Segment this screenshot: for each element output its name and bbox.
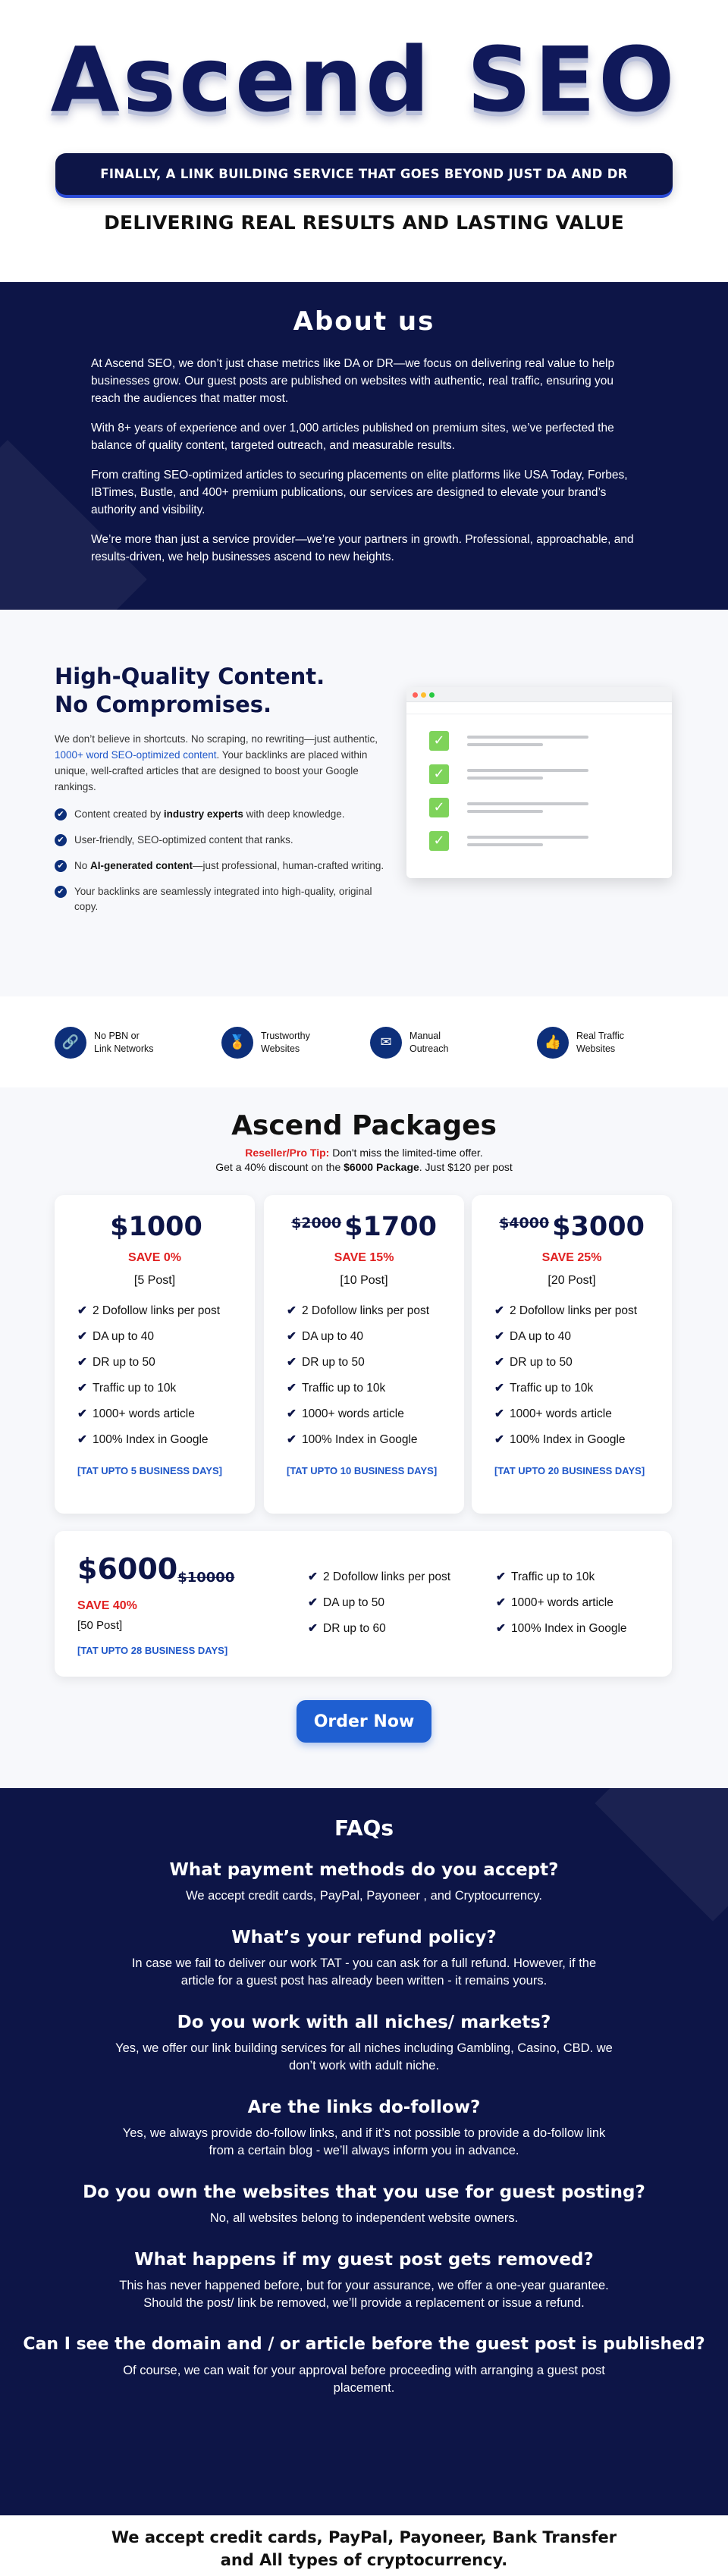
package-feature: ✔ DA up to 40	[77, 1324, 255, 1350]
reseller-tip: Reseller/Pro Tip: Don't miss the limited-time offer. Get a 40% discount on the $6000 Package. Just $120 per post	[215, 1147, 513, 1173]
package-feature: ✔ Traffic up to 10k	[494, 1376, 672, 1401]
check-icon: ✔	[287, 1382, 297, 1395]
quality-section	[0, 610, 728, 996]
packages-section	[0, 1087, 728, 1788]
tip-label: Reseller/Pro Tip:	[245, 1147, 330, 1159]
check-icon: ✔	[77, 1356, 87, 1369]
quality-item: ✔ Content created by industry experts with deep knowledge.	[55, 807, 388, 822]
turnaround-time: [TAT UPTO 10 BUSINESS DAYS]	[287, 1465, 438, 1476]
quality-item: ✔ No AI-generated content—just professional, human-crafted writing.	[55, 858, 388, 874]
feature-manual-outreach: ✉ Manual Outreach	[370, 1027, 522, 1060]
package-feature: ✔ DA up to 50	[308, 1590, 450, 1616]
turnaround-time: [TAT UPTO 5 BUSINESS DAYS]	[77, 1465, 222, 1476]
about-paragraph: With 8+ years of experience and over 1,000 articles published on premium sites, we’ve perfected the balance of quality content, targeted outreach, and measurable results.	[91, 422, 614, 452]
package-feature: ✔ 2 Dofollow links per post	[77, 1298, 255, 1324]
minimize-dot-icon	[421, 692, 426, 698]
about-paragraph: From crafting SEO-optimized articles to securing placements on elite platforms like USA Today, Forbes, IBTimes, Bustle, and 400+ premium publications, our services are designed to elevate your brand’s authority and visibility.	[91, 469, 628, 516]
about-section	[0, 282, 728, 610]
package-feature: ✔ Traffic up to 10k	[496, 1564, 627, 1590]
packages-title: Ascend Packages	[231, 1110, 497, 1141]
faq-section	[0, 1788, 728, 2515]
faq-item	[0, 1926, 728, 1990]
about-body	[91, 355, 637, 566]
package-feature: ✔ 100% Index in Google	[494, 1427, 672, 1453]
post-count: [5 Post]	[133, 1274, 176, 1287]
check-icon: ✔	[287, 1407, 297, 1420]
check-icon: ✔	[494, 1382, 504, 1395]
faq-item	[0, 2011, 728, 2075]
package-feature: ✔ 2 Dofollow links per post	[494, 1298, 672, 1324]
package-card-3000[interactable]	[472, 1195, 672, 1514]
checkbox-checked-icon: ✓	[429, 731, 449, 751]
package-feature: ✔ DR up to 50	[77, 1350, 255, 1376]
package-features	[77, 1298, 255, 1453]
quality-title-line1: High-Quality Content.	[55, 664, 325, 689]
about-paragraph: At Ascend SEO, we don’t just chase metrics like DA or DR—we focus on delivering real value to help businesses grow. Our guest posts are published on websites with authentic, real traffic, ensuring you reach the audiences that matter most.	[91, 357, 615, 405]
package-features	[308, 1564, 450, 1642]
intro-text: . Your backlinks are placed within unique, well-crafted articles that are designed to boost your Google rankings.	[55, 749, 368, 792]
package-feature: ✔ DR up to 50	[287, 1350, 464, 1376]
check-icon: ✔	[496, 1570, 506, 1583]
check-icon: ✔	[496, 1596, 506, 1609]
turnaround-time: [TAT UPTO 28 BUSINESS DAYS]	[77, 1645, 228, 1656]
check-icon: ✔	[77, 1304, 87, 1317]
package-feature: ✔ DA up to 40	[287, 1324, 464, 1350]
package-feature: ✔ Traffic up to 10k	[77, 1376, 255, 1401]
checklist-row	[429, 731, 649, 754]
intro-highlight: 1000+ word SEO-optimized content	[55, 749, 217, 761]
faq-answer: Of course, we can wait for your approval before proceeding with arranging a guest post placement.	[123, 2364, 605, 2395]
faq-answer: Yes, we always provide do-follow links, and if it’s not possible to provide a do-follow link from a certain blog - we’ll always inform you in advance.	[122, 2126, 606, 2157]
quality-item: ✔ Your backlinks are seamlessly integrated into high-quality, original copy.	[55, 884, 388, 915]
package-feature: ✔ DR up to 60	[308, 1616, 450, 1642]
faq-item	[0, 2248, 728, 2312]
package-price: $^{\$4000}$ $3000	[499, 1212, 645, 1242]
checklist-row	[429, 764, 649, 787]
package-card-1000[interactable]	[55, 1195, 255, 1514]
link-icon: 🔗	[55, 1027, 86, 1059]
check-icon: ✔	[287, 1330, 297, 1343]
checkbox-checked-icon: ✓	[429, 798, 449, 817]
post-count: [20 Post]	[548, 1274, 596, 1287]
save-badge: SAVE 25%	[541, 1251, 602, 1264]
subtagline: DELIVERING REAL RESULTS AND LASTING VALUE	[104, 212, 624, 234]
checklist-row	[429, 798, 649, 820]
payment-footer	[0, 2515, 728, 2576]
faq-item	[0, 1859, 728, 1905]
feature-real-traffic: 👍 Real Traffic Websites	[537, 1027, 689, 1060]
check-icon: ✔	[494, 1304, 504, 1317]
package-features	[494, 1298, 672, 1453]
thumbs-up-icon: 👍	[537, 1027, 569, 1059]
faq-answer: In case we fail to deliver our work TAT - you can ask for a full refund. However, if the article for a guest post has already been written - it remains yours.	[131, 1956, 597, 1988]
intro-text: We don’t believe in shortcuts. No scraping, no rewriting—just authentic,	[55, 733, 378, 745]
faq-question: What payment methods do you accept?	[169, 1860, 559, 1880]
faq-answer: This has never happened before, but for your assurance, we offer a one-year guarantee. Should the post/ link be removed, we’ll provide a replacement or issue a refund.	[119, 2279, 609, 2310]
package-feature: ✔ 1000+ words article	[494, 1401, 672, 1427]
post-count: [10 Post]	[340, 1274, 388, 1287]
order-now-button[interactable]: Order Now	[297, 1700, 431, 1743]
package-feature: ✔ 1000+ words article	[287, 1401, 464, 1427]
faq-answer: We accept credit cards, PayPal, Payoneer , and Cryptocurrency.	[186, 1889, 542, 1903]
feature-no-pbn: 🔗 No PBN or Link Networks	[55, 1027, 206, 1060]
hero-section	[0, 0, 728, 282]
quality-text	[55, 663, 388, 925]
package-features	[287, 1298, 464, 1453]
faq-item	[0, 2096, 728, 2160]
package-feature: ✔ 100% Index in Google	[287, 1427, 464, 1453]
package-price: $1000	[110, 1212, 202, 1242]
quality-title-line2: No Compromises.	[55, 692, 272, 717]
browser-titlebar	[406, 687, 672, 702]
faq-question: Do you own the websites that you use for guest posting?	[83, 2182, 645, 2202]
award-icon: 🏅	[221, 1027, 253, 1059]
check-icon: ✔	[496, 1622, 506, 1635]
check-icon: ✔	[77, 1433, 87, 1446]
check-icon: ✔	[494, 1407, 504, 1420]
checkbox-checked-icon: ✓	[429, 831, 449, 851]
package-feature: ✔ Traffic up to 10k	[287, 1376, 464, 1401]
save-badge: SAVE 15%	[334, 1251, 394, 1264]
check-circle-icon: ✔	[55, 860, 67, 872]
about-title: About us	[293, 306, 435, 337]
checkbox-checked-icon: ✓	[429, 764, 449, 784]
quality-title	[55, 663, 388, 719]
check-icon: ✔	[308, 1570, 318, 1583]
faq-item	[0, 2333, 728, 2397]
package-feature: ✔ 2 Dofollow links per post	[287, 1298, 464, 1324]
browser-checklist-icon	[406, 687, 672, 878]
check-icon: ✔	[494, 1356, 504, 1369]
check-icon: ✔	[287, 1356, 297, 1369]
save-badge: SAVE 40%	[77, 1599, 137, 1612]
about-paragraph: We’re more than just a service provider—we’re your partners in growth. Professional, approachable, and results-driven, we help businesses ascend to new heights.	[91, 533, 634, 563]
faq-question: What happens if my guest post gets removed?	[134, 2250, 594, 2270]
brand-logo: Ascend SEO	[50, 27, 678, 132]
maximize-dot-icon	[429, 692, 435, 698]
check-icon: ✔	[308, 1596, 318, 1609]
quality-intro	[55, 731, 388, 795]
check-circle-icon: ✔	[55, 886, 67, 898]
check-icon: ✔	[308, 1622, 318, 1635]
package-feature: ✔ 1000+ words article	[496, 1590, 627, 1616]
package-feature: ✔ DA up to 40	[494, 1324, 672, 1350]
faq-item	[0, 2181, 728, 2227]
feature-trustworthy: 🏅 Trustworthy Websites	[221, 1027, 373, 1060]
check-icon: ✔	[77, 1382, 87, 1395]
payment-methods-text: We accept credit cards, PayPal, Payoneer, Bank Transfer and All types of cryptocurrency.	[111, 2528, 617, 2569]
tagline-banner: FINALLY, A LINK BUILDING SERVICE THAT GOES BEYOND JUST DA AND DR	[55, 153, 673, 195]
package-features	[496, 1564, 627, 1642]
package-price: $6000$10000	[77, 1552, 235, 1586]
features-strip	[0, 996, 728, 1087]
faq-question: What’s your refund policy?	[231, 1928, 497, 1947]
package-feature: ✔ 1000+ words article	[77, 1401, 255, 1427]
faq-question: Can I see the domain and / or article before the guest post is published?	[23, 2335, 705, 2354]
package-card-1700[interactable]	[264, 1195, 464, 1514]
post-count: [50 Post]	[77, 1619, 123, 1632]
check-icon: ✔	[287, 1433, 297, 1446]
package-feature: ✔ 100% Index in Google	[496, 1616, 627, 1642]
faq-answer: No, all websites belong to independent website owners.	[209, 2211, 519, 2225]
checklist-row	[429, 831, 649, 854]
faq-title: FAQs	[334, 1815, 394, 1840]
package-feature: ✔ 2 Dofollow links per post	[308, 1564, 450, 1590]
check-circle-icon: ✔	[55, 834, 67, 846]
check-circle-icon: ✔	[55, 808, 67, 820]
faq-question: Are the links do-follow?	[247, 2098, 481, 2117]
package-price: $^{\$2000}$ $1700	[291, 1212, 437, 1242]
faq-answer: Yes, we offer our link building services for all niches including Gambling, Casino, CBD. we don’t work with adult niche.	[115, 2041, 613, 2072]
faq-question: Do you work with all niches/ markets?	[177, 2013, 551, 2032]
check-icon: ✔	[77, 1330, 87, 1343]
turnaround-time: [TAT UPTO 20 BUSINESS DAYS]	[494, 1465, 645, 1476]
quality-item: ✔ User-friendly, SEO-optimized content that ranks.	[55, 833, 388, 848]
check-icon: ✔	[77, 1407, 87, 1420]
close-dot-icon	[413, 692, 418, 698]
package-feature: ✔ 100% Index in Google	[77, 1427, 255, 1453]
outreach-icon: ✉	[370, 1027, 402, 1059]
check-icon: ✔	[494, 1330, 504, 1343]
save-badge: SAVE 0%	[128, 1251, 181, 1264]
package-feature: ✔ DR up to 50	[494, 1350, 672, 1376]
check-icon: ✔	[287, 1304, 297, 1317]
quality-list	[55, 807, 388, 915]
browser-urlbar	[406, 702, 672, 714]
package-card-6000[interactable]	[55, 1531, 672, 1677]
check-icon: ✔	[494, 1433, 504, 1446]
